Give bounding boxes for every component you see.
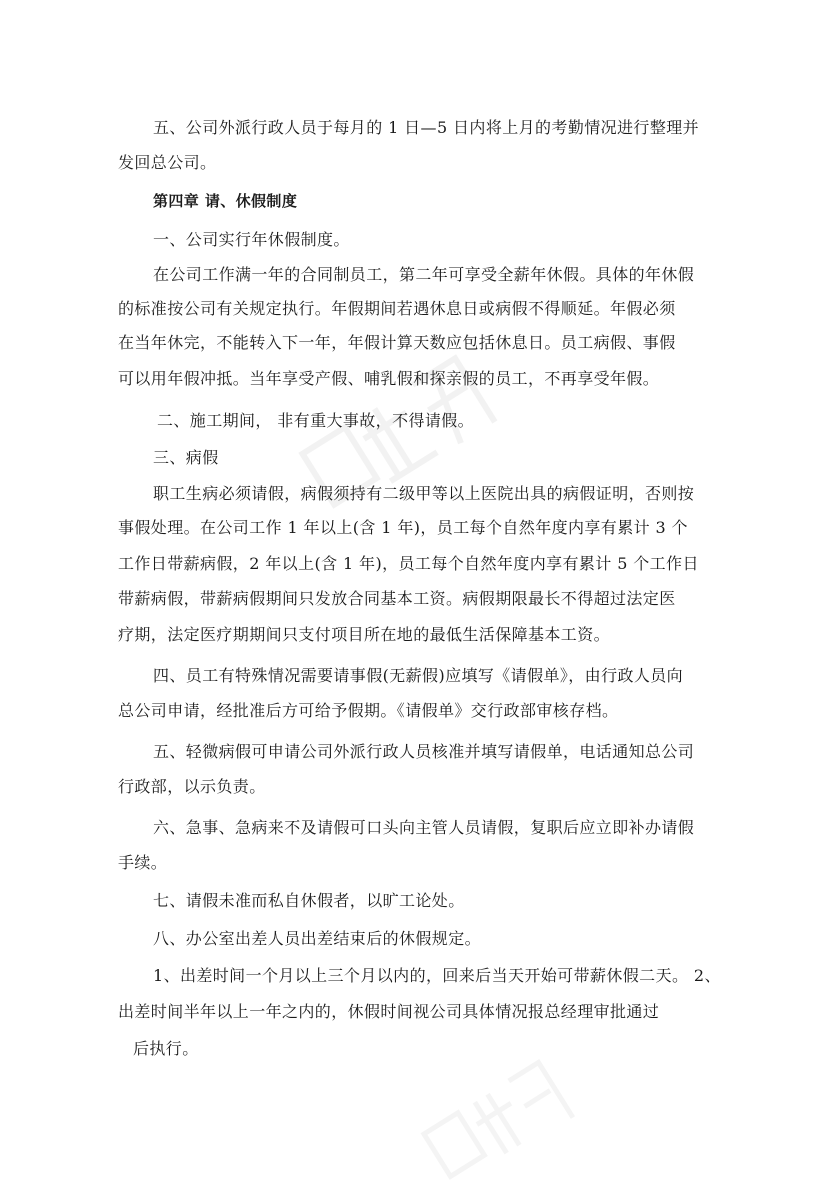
item3-line: 工作日带薪病假，2 年以上(含 1 年)，员工每个自然年度内享有累计 5 个工作日: [118, 554, 699, 573]
item8-line: 出差时间半年以上一年之内的，休假时间视公司具体情况报总经理审批通过: [118, 1002, 660, 1021]
item4-line: 四、员工有特殊情况需要请事假(无薪假)应填写《请假单》，由行政人员向: [153, 666, 684, 685]
item6-line: 手续。: [118, 853, 168, 872]
item1-line: 可以用年假冲抵。当年享受产假、哺乳假和探亲假的员工，不再享受年假。: [118, 369, 660, 388]
item3-line: 事假处理。在公司工作 1 年以上(含 1 年)，员工每个自然年度内享有累计 3 个: [118, 518, 688, 537]
chapter-heading: 第四章 请、休假制度: [153, 192, 298, 210]
item2-text: 二、施工期间， 非有重大事故，不得请假。: [157, 411, 475, 430]
section5-line-2: 发回总公司。: [118, 153, 217, 172]
item8-line: 1、出差时间一个月以上三个月以内的，回来后当天开始可带薪休假二天。 2、: [153, 966, 721, 985]
item6-line: 六、急事、急病来不及请假可口头向主管人员请假，复职后应立即补办请假: [153, 818, 695, 837]
item3-line: 带薪病假，带薪病假期间只发放合同基本工资。病假期限最长不得超过法定医: [118, 589, 676, 608]
item3-line: 职工生病必须请假，病假须持有二级甲等以上医院出具的病假证明，否则按: [153, 484, 695, 503]
watermark-icon: [408, 1047, 583, 1203]
item3-title: 三、病假: [153, 448, 219, 467]
item3-line: 疗期，法定医疗期期间只支付项目所在地的最低生活保障基本工资。: [118, 625, 611, 644]
section5-line-1: 五、公司外派行政人员于每月的 1 日—5 日内将上月的考勤情况进行整理并: [153, 118, 700, 137]
item5-line: 五、轻微病假可申请公司外派行政人员核准并填写请假单，电话通知总公司: [153, 742, 695, 761]
item1-line: 在公司工作满一年的合同制员工，第二年可享受全薪年休假。具体的年休假: [153, 265, 695, 284]
item4-line: 总公司申请，经批准后方可给予假期。《请假单》交行政部审核存档。: [118, 701, 619, 720]
item7-text: 七、请假未准而私自休假者，以旷工论处。: [153, 891, 465, 910]
item1-line: 的标准按公司有关规定执行。年假期间若遇休息日或病假不得顺延。年假必须: [118, 299, 676, 318]
item1-title: 一、公司实行年休假制度。: [153, 230, 350, 249]
item8-line: 后执行。: [133, 1039, 199, 1058]
item8-title: 八、办公室出差人员出差结束后的休假规定。: [153, 929, 482, 948]
item5-line: 行政部，以示负责。: [118, 777, 266, 796]
item1-line: 在当年休完，不能转入下一年，年假计算天数应包括休息日。员工病假、事假: [118, 333, 676, 352]
